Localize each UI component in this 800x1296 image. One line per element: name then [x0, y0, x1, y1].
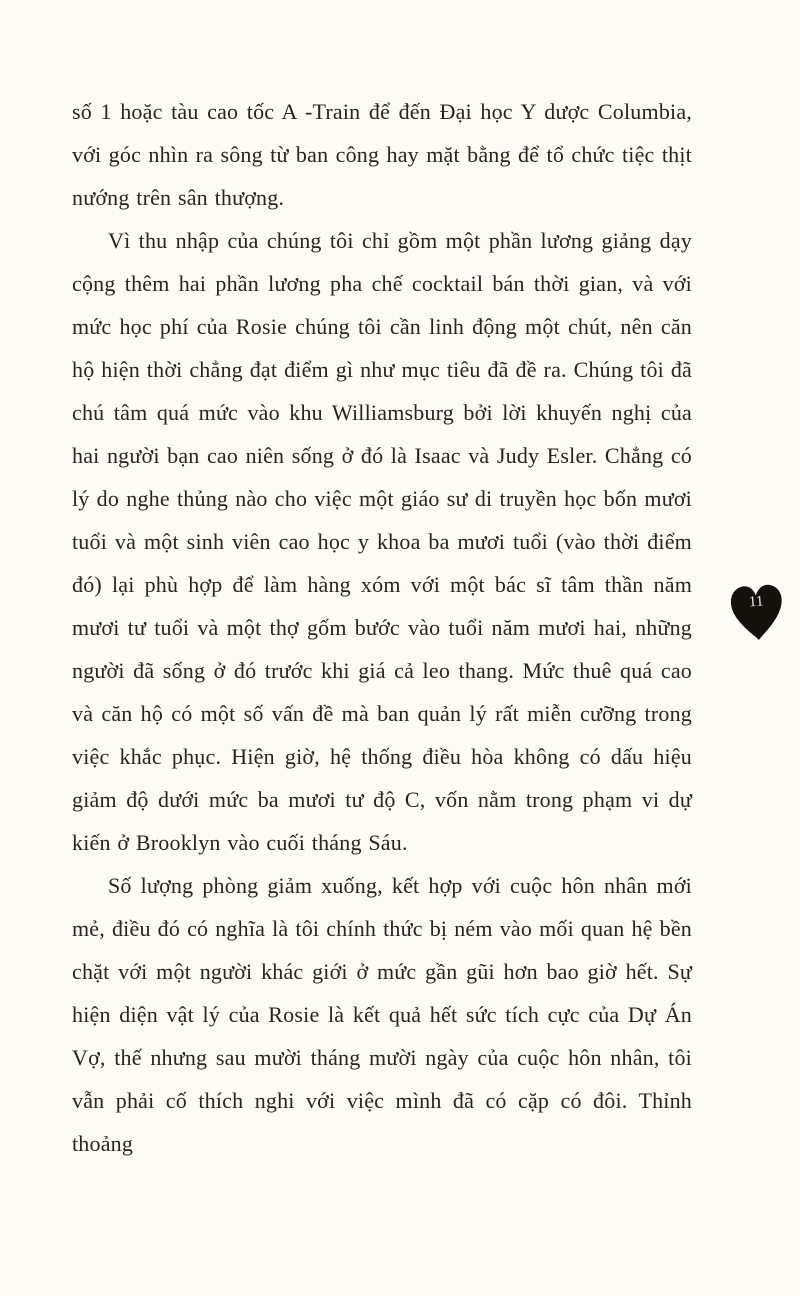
heart-icon [728, 580, 786, 646]
page-number-badge [728, 580, 786, 646]
body-text [72, 90, 692, 1165]
page-number: 11 [748, 593, 764, 611]
paragraph-3: Số lượng phòng giảm xuống, kết hợp với cuộc hôn nhân mới mẻ, điều đó có nghĩa là tôi chính thức bị ném vào mối quan hệ bền chặt với một người khác giới ở mức gần gũi hơn bao giờ hết. Sự hiện diện vật lý của Rosie là kết quả hết sức tích cực của Dự Án Vợ, thế nhưng sau mười tháng mười ngày của cuộc hôn nhân, tôi vẫn phải cố thích nghi với việc mình đã có cặp có đôi. Thỉnh thoảng [72, 873, 692, 1156]
paragraph-continuation: số 1 hoặc tàu cao tốc A -Train để đến Đại học Y dược Columbia, với góc nhìn ra sông từ ban công hay mặt bằng để tổ chức tiệc thịt nướng trên sân thượng. [72, 99, 692, 210]
paragraph-2: Vì thu nhập của chúng tôi chỉ gồm một phần lương giảng dạy cộng thêm hai phần lương pha chế cocktail bán thời gian, và với mức học phí của Rosie chúng tôi cần linh động một chút, nên căn hộ hiện thời chẳng đạt điểm gì như mục tiêu đã đề ra. Chúng tôi đã chú tâm quá mức vào khu Williamsburg bởi lời khuyến nghị của hai người bạn cao niên sống ở đó là Isaac và Judy Esler. Chẳng có lý do nghe thủng nào cho việc một giáo sư di truyền học bốn mươi tuổi và một sinh viên cao học y khoa ba mươi tuổi (vào thời điểm đó) lại phù hợp để làm hàng xóm với một bác sĩ tâm thần năm mươi tư tuổi và một thợ gốm bước vào tuổi năm mươi hai, những người đã sống ở đó trước khi giá cả leo thang. Mức thuê quá cao và căn hộ có một số vấn đề mà ban quản lý rất miễn cưỡng trong việc khắc phục. Hiện giờ, hệ thống điều hòa không có dấu hiệu giảm độ dưới mức ba mươi tư độ C, vốn nằm trong phạm vi dự kiến ở Brooklyn vào cuối tháng Sáu. [72, 228, 692, 855]
